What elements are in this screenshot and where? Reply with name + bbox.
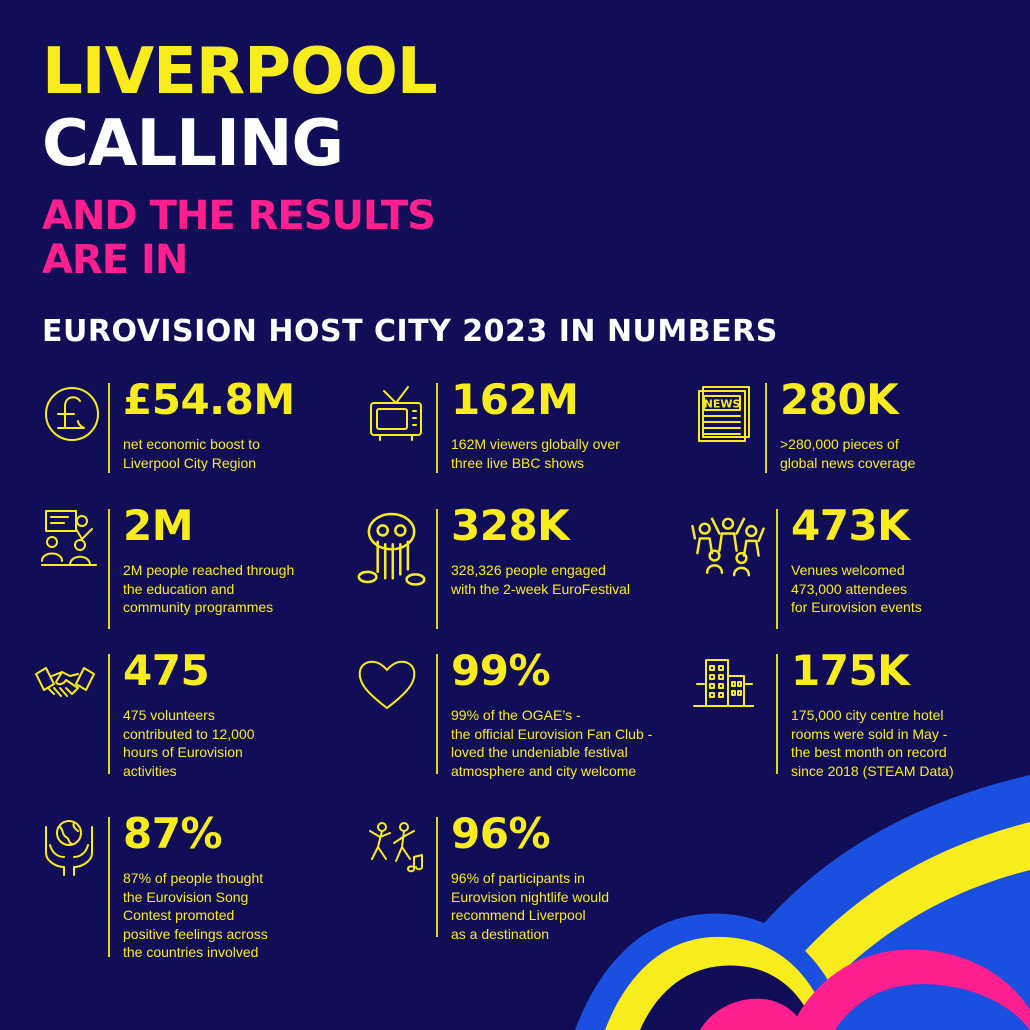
hotel-icon bbox=[692, 654, 754, 716]
pound-icon bbox=[38, 383, 100, 445]
stat-description: 162M viewers globally over three live BBC shows bbox=[451, 436, 620, 471]
stat-value: 87% bbox=[123, 809, 223, 858]
divider bbox=[108, 817, 110, 957]
stat-description: 87% of people thought the Eurovision Song Contest promoted positive feelings across the countries involved bbox=[123, 870, 268, 960]
svg-text:NEWS: NEWS bbox=[703, 397, 741, 411]
title-line-2: CALLING bbox=[42, 107, 343, 181]
title-line-1: LIVERPOOL bbox=[42, 35, 437, 109]
dancers-icon bbox=[366, 817, 428, 879]
divider bbox=[108, 383, 110, 473]
divider bbox=[776, 654, 778, 774]
tv-icon bbox=[366, 383, 428, 445]
divider bbox=[436, 509, 438, 629]
subtitle-line-2: ARE IN bbox=[42, 237, 188, 283]
divider bbox=[108, 654, 110, 774]
divider bbox=[108, 509, 110, 629]
stat-description: 475 volunteers contributed to 12,000 hours of Eurovision activities bbox=[123, 707, 255, 779]
divider bbox=[436, 817, 438, 937]
heart-icon bbox=[356, 654, 418, 716]
stat-value: 2M bbox=[123, 501, 194, 550]
stat-description: >280,000 pieces of global news coverage bbox=[780, 436, 916, 471]
stat-value: 280K bbox=[780, 375, 899, 424]
globe-hands-icon bbox=[38, 817, 100, 879]
stat-value: 96% bbox=[451, 809, 551, 858]
stat-description: net economic boost to Liverpool City Region bbox=[123, 436, 260, 471]
stat-value: 175K bbox=[791, 646, 910, 695]
divider bbox=[765, 383, 767, 473]
education-icon bbox=[38, 509, 100, 571]
stat-value: 162M bbox=[451, 375, 579, 424]
stat-description: 175,000 city centre hotel rooms were sold in May - the best month on record since 2018 (STEAM Data) bbox=[791, 707, 954, 779]
handshake-icon bbox=[30, 654, 100, 716]
divider bbox=[436, 383, 438, 473]
crowd-icon bbox=[690, 509, 766, 571]
stat-description: 96% of participants in Eurovision nightlife would recommend Liverpool as a destination bbox=[451, 870, 609, 942]
stat-description: 328,326 people engaged with the 2-week EuroFestival bbox=[451, 562, 630, 597]
stat-value: 99% bbox=[451, 646, 551, 695]
section-title: EUROVISION HOST CITY 2023 IN NUMBERS bbox=[42, 314, 778, 349]
mascot-icon bbox=[350, 509, 428, 571]
stat-value: 473K bbox=[791, 501, 910, 550]
divider bbox=[776, 509, 778, 629]
stat-value: 328K bbox=[451, 501, 570, 550]
stat-description: 2M people reached through the education and community programmes bbox=[123, 562, 295, 615]
subtitle-line-1: AND THE RESULTS bbox=[42, 193, 435, 239]
stat-description: 99% of the OGAE’s - the official Eurovision Fan Club - loved the undeniable festival atmosphere and city welcome bbox=[451, 707, 653, 779]
news-icon bbox=[695, 383, 757, 445]
stat-description: Venues welcomed 473,000 attendees for Eurovision events bbox=[791, 562, 922, 615]
stat-value: 475 bbox=[123, 646, 210, 695]
divider bbox=[436, 654, 438, 774]
stat-value: £54.8M bbox=[123, 375, 295, 424]
